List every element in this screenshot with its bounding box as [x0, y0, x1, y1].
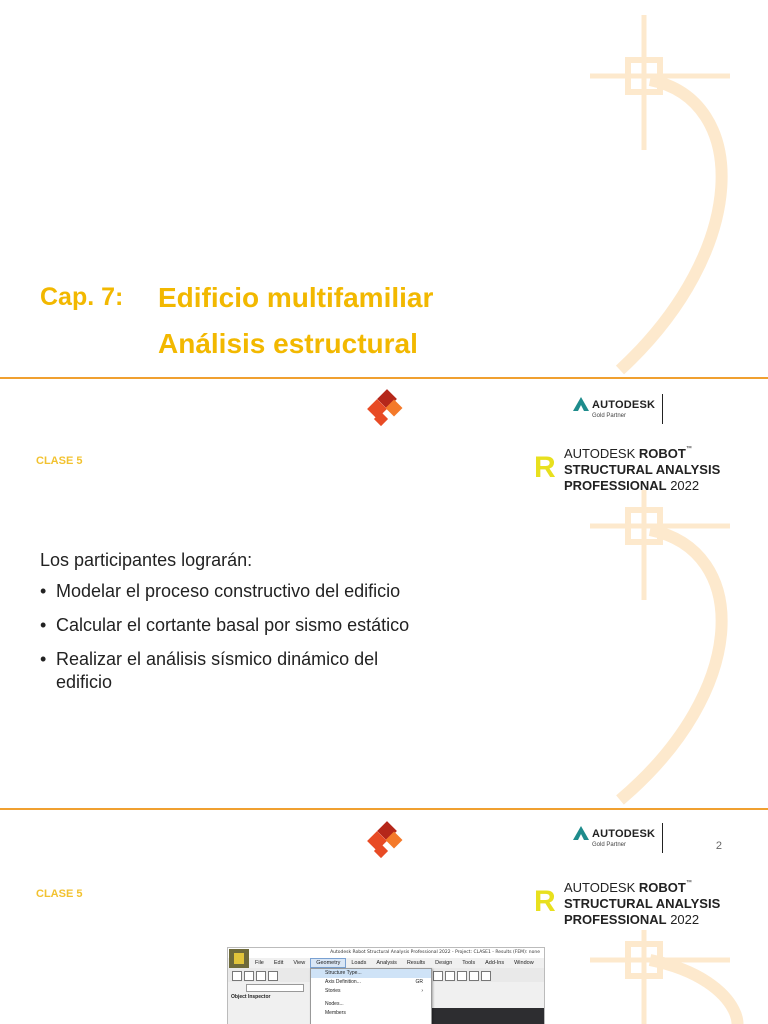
decorative-arc-icon	[580, 10, 768, 380]
check-icon[interactable]	[481, 971, 491, 981]
geometry-dropdown	[310, 968, 432, 1024]
brand-logo-icon	[366, 820, 406, 860]
page-number: 2	[715, 840, 722, 852]
logo-separator	[662, 394, 663, 424]
lock-icon[interactable]	[433, 971, 443, 981]
app-menu-button[interactable]	[229, 949, 249, 968]
menu-geometry[interactable]: Geometry	[310, 958, 346, 968]
robot-year: 2022	[670, 912, 700, 927]
zoom-fit-icon[interactable]	[457, 971, 467, 981]
robot-r-icon: R	[534, 885, 556, 918]
viewport-area	[428, 1008, 544, 1024]
autodesk-a-icon	[573, 826, 589, 840]
dropdown-item-structure-type[interactable]	[311, 969, 431, 978]
class-label: CLASE 5	[36, 888, 83, 900]
menu-design[interactable]: Design	[435, 960, 453, 966]
new-file-icon[interactable]	[232, 971, 242, 981]
robot-structural-logo	[534, 880, 734, 932]
divider	[0, 377, 768, 379]
object-inspector-title: Object Inspector	[231, 994, 271, 1000]
menu-loads[interactable]: Loads	[351, 960, 367, 966]
robot-r-icon: R	[534, 451, 556, 484]
chevron-right-icon: ›	[421, 988, 423, 994]
dropdown-item-axis-definition[interactable]	[311, 978, 431, 987]
robot-product: ROBOT	[638, 446, 686, 461]
dropdown-label: Axis Definition...	[325, 979, 361, 985]
window-title: Autodesk Robot Structural Analysis Professional 2022 - Project: CLASE1 - Results (FEM): none	[228, 948, 544, 958]
menu-tools[interactable]: Tools	[462, 960, 476, 966]
dropdown-label: Stories	[325, 988, 341, 994]
slide-software	[0, 810, 768, 1024]
robot-line1: AUTODESK ROBOT™	[564, 880, 692, 895]
robot-product: ROBOT	[638, 880, 686, 895]
list-item: • Realizar el análisis sísmico dinámico del edificio	[40, 648, 420, 694]
dropdown-shortcut: GR	[415, 979, 423, 985]
dropdown-label: Members	[325, 1010, 346, 1016]
robot-structural-logo	[534, 446, 734, 498]
robot-line3	[564, 912, 699, 927]
decorative-arc-icon	[580, 490, 768, 810]
robot-year: 2022	[670, 478, 700, 493]
brand-logo-icon	[366, 388, 406, 428]
open-file-icon[interactable]	[244, 971, 254, 981]
autodesk-a-icon	[573, 397, 589, 411]
save-icon[interactable]	[256, 971, 266, 981]
decorative-arc-icon	[580, 930, 768, 1024]
slide-objectives	[0, 380, 768, 810]
gold-partner-label: Gold Partner	[592, 413, 627, 419]
list-item: • Calcular el cortante basal por sismo estático	[40, 614, 420, 637]
dropdown-label: Nodes...	[325, 1001, 344, 1007]
dropdown-item-stories[interactable]	[311, 987, 431, 996]
menu-view[interactable]: View	[293, 960, 306, 966]
dropdown-item-members[interactable]	[311, 1009, 431, 1018]
menu-analysis[interactable]: Analysis	[376, 960, 397, 966]
menu-edit[interactable]: Edit	[273, 960, 284, 966]
software-screenshot	[227, 947, 545, 1024]
menu-results[interactable]: Results	[406, 960, 426, 966]
autodesk-gold-partner-logo	[573, 394, 673, 424]
chapter-title-line2: Análisis estructural	[158, 328, 418, 359]
menu-file[interactable]: File	[255, 960, 264, 966]
objectives-intro: Los participantes lograrán:	[40, 550, 253, 570]
objectives-list	[40, 580, 420, 705]
menu-window[interactable]: Window	[514, 960, 534, 966]
print-icon[interactable]	[268, 971, 278, 981]
dropdown-item-nodes[interactable]	[311, 1000, 431, 1009]
robot-brand: AUTODESK	[564, 446, 636, 461]
logo-separator	[662, 823, 663, 853]
gold-partner-label: Gold Partner	[592, 842, 627, 848]
robot-line2: STRUCTURAL ANALYSIS	[564, 462, 721, 477]
autodesk-wordmark: AUTODESK	[592, 828, 656, 840]
autodesk-wordmark: AUTODESK	[592, 399, 656, 411]
autodesk-gold-partner-logo	[573, 823, 673, 853]
robot-line1: AUTODESK ROBOT™	[564, 446, 692, 461]
selection-combo[interactable]	[246, 984, 304, 992]
chapter-label: Cap. 7:	[40, 283, 124, 311]
robot-line3	[564, 478, 699, 493]
zoom-icon[interactable]	[445, 971, 455, 981]
robot-brand: AUTODESK	[564, 880, 636, 895]
robot-edition: PROFESSIONAL	[564, 912, 667, 927]
chapter-title-line1: Edificio multifamiliar	[158, 282, 434, 313]
view-icon[interactable]	[469, 971, 479, 981]
menu-bar	[250, 958, 544, 968]
slide-title	[0, 0, 768, 380]
robot-edition: PROFESSIONAL	[564, 478, 667, 493]
list-item: • Modelar el proceso constructivo del edificio	[40, 580, 420, 603]
robot-line2: STRUCTURAL ANALYSIS	[564, 896, 721, 911]
dropdown-label: Structure Type...	[325, 970, 362, 976]
class-label: CLASE 5	[36, 455, 83, 467]
menu-add-ins[interactable]: Add-Ins	[485, 960, 505, 966]
